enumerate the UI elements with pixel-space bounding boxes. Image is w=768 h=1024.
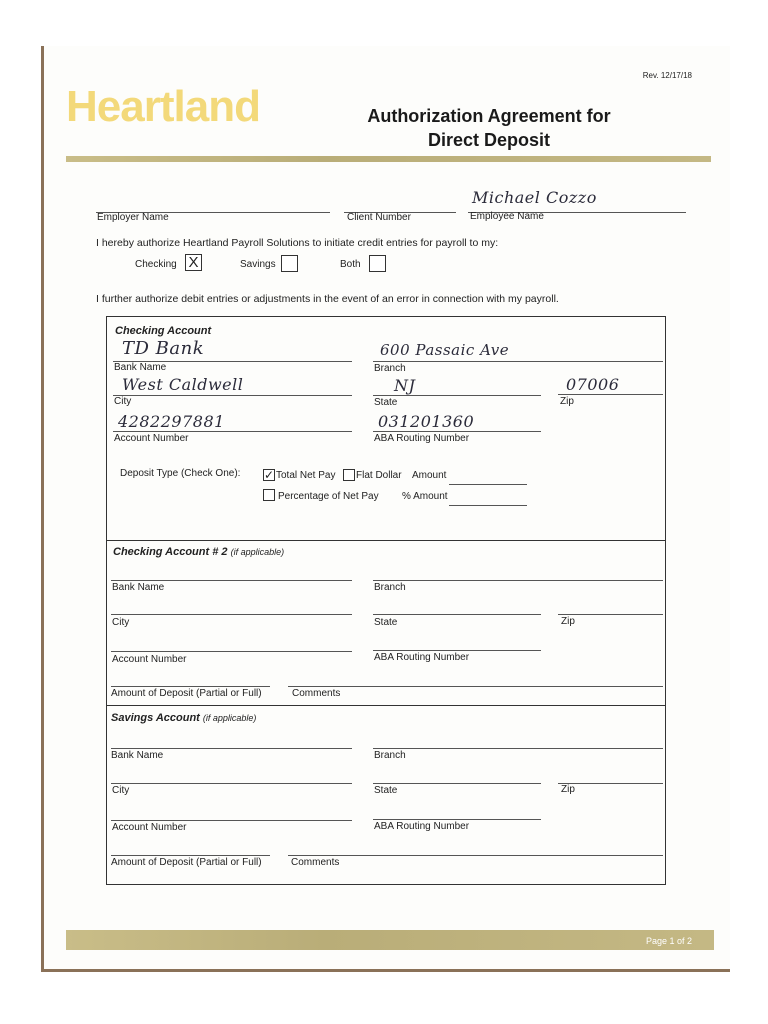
branch-line bbox=[373, 361, 663, 362]
s-city-label: City bbox=[112, 785, 130, 796]
s-zip-label: Zip bbox=[561, 784, 575, 795]
amount-line[interactable] bbox=[449, 484, 527, 485]
c2-routing-line[interactable] bbox=[373, 650, 541, 651]
routing-number-value[interactable]: 031201360 bbox=[378, 412, 475, 431]
c2-comments-line[interactable] bbox=[288, 686, 663, 687]
client-number-label: Client Number bbox=[347, 212, 411, 223]
account-number-label: Account Number bbox=[114, 433, 189, 444]
state-label: State bbox=[374, 397, 398, 408]
s-state-line[interactable] bbox=[373, 783, 541, 784]
c2-routing-label: ABA Routing Number bbox=[374, 652, 470, 663]
zip-value[interactable]: 07006 bbox=[566, 375, 620, 394]
checking-checkbox[interactable]: X bbox=[185, 254, 202, 271]
s-account-number-label: Account Number bbox=[112, 822, 187, 833]
header-divider bbox=[66, 156, 711, 162]
s-city-line[interactable] bbox=[111, 783, 352, 784]
savings-checkbox[interactable] bbox=[281, 255, 298, 272]
city-value[interactable]: West Caldwell bbox=[122, 375, 244, 394]
c2-comments-label: Comments bbox=[292, 688, 341, 699]
state-line bbox=[373, 395, 541, 396]
flat-dollar-label: Flat Dollar bbox=[356, 470, 402, 481]
c2-city-label: City bbox=[112, 617, 130, 628]
section-divider-1 bbox=[106, 540, 666, 541]
total-net-pay-checkbox[interactable]: ✓ bbox=[264, 468, 275, 482]
c2-zip-line[interactable] bbox=[558, 614, 663, 615]
c2-branch-label: Branch bbox=[374, 582, 406, 593]
form-page bbox=[41, 46, 730, 972]
checking-account-2-title bbox=[113, 546, 284, 558]
page-title bbox=[334, 104, 644, 152]
c2-state-label: State bbox=[374, 617, 398, 628]
c2-bank-name-line[interactable] bbox=[111, 580, 352, 581]
city-label: City bbox=[114, 396, 132, 407]
s-branch-label: Branch bbox=[374, 750, 406, 761]
title-line-2: Direct Deposit bbox=[427, 130, 551, 150]
checking-account-2-subtitle: (if applicable) bbox=[230, 547, 285, 557]
debit-authorization-text: I further authorize debit entries or adjustments in the event of an error in connection with my payroll. bbox=[96, 293, 559, 305]
title-line-1: Authorization Agreement for bbox=[367, 106, 611, 126]
pct-amount-label: % Amount bbox=[402, 491, 448, 502]
deposit-type-label: Deposit Type (Check One): bbox=[120, 468, 241, 479]
bank-name-label: Bank Name bbox=[114, 362, 167, 373]
s-bank-name-line[interactable] bbox=[111, 748, 352, 749]
footer-band bbox=[66, 930, 714, 950]
c2-account-number-line[interactable] bbox=[111, 651, 352, 652]
s-routing-line[interactable] bbox=[373, 819, 541, 820]
zip-label: Zip bbox=[560, 396, 574, 407]
savings-account-title bbox=[111, 712, 256, 724]
both-checkbox[interactable] bbox=[369, 255, 386, 272]
s-amount-label: Amount of Deposit (Partial or Full) bbox=[111, 857, 262, 868]
s-account-number-line[interactable] bbox=[111, 820, 352, 821]
account-number-line bbox=[113, 431, 352, 432]
branch-value[interactable]: 600 Passaic Ave bbox=[380, 341, 510, 359]
savings-account-title-text: Savings Account bbox=[111, 712, 200, 724]
total-net-pay-label: Total Net Pay bbox=[276, 470, 336, 481]
checking-account-2-title-text: Checking Account # 2 bbox=[113, 546, 228, 558]
flat-dollar-checkbox[interactable] bbox=[343, 469, 355, 481]
c2-zip-label: Zip bbox=[561, 616, 575, 627]
bank-name-value[interactable]: TD Bank bbox=[122, 338, 205, 359]
s-state-label: State bbox=[374, 785, 398, 796]
c2-account-number-label: Account Number bbox=[112, 654, 187, 665]
city-line bbox=[113, 395, 352, 396]
savings-option-label: Savings bbox=[240, 259, 276, 270]
revision-date: Rev. 12/17/18 bbox=[642, 71, 692, 80]
authorization-text: I hereby authorize Heartland Payroll Solutions to initiate credit entries for payroll to my: bbox=[96, 237, 499, 249]
c2-amount-line[interactable] bbox=[111, 686, 270, 687]
branch-label: Branch bbox=[374, 363, 406, 374]
zip-line bbox=[558, 394, 663, 395]
page-number: Page 1 of 2 bbox=[645, 936, 692, 946]
s-amount-line[interactable] bbox=[111, 855, 270, 856]
savings-account-subtitle: (if applicable) bbox=[202, 713, 257, 723]
c2-amount-label: Amount of Deposit (Partial or Full) bbox=[111, 688, 262, 699]
employer-name-label: Employer Name bbox=[97, 212, 169, 223]
pct-amount-line[interactable] bbox=[449, 505, 527, 506]
both-option-label: Both bbox=[340, 259, 361, 270]
s-comments-line[interactable] bbox=[288, 855, 663, 856]
heartland-logo: Heartland bbox=[66, 82, 260, 131]
account-number-value[interactable]: 4282297881 bbox=[118, 412, 225, 431]
percentage-label: Percentage of Net Pay bbox=[278, 491, 379, 502]
c2-state-line[interactable] bbox=[373, 614, 541, 615]
checking-account-title: Checking Account bbox=[115, 325, 212, 337]
s-branch-line[interactable] bbox=[373, 748, 663, 749]
percentage-checkbox[interactable] bbox=[263, 489, 275, 501]
amount-label: Amount bbox=[412, 470, 447, 481]
employee-name-value[interactable]: Michael Cozzo bbox=[472, 188, 597, 207]
state-value[interactable]: NJ bbox=[394, 376, 416, 395]
employee-name-label: Employee Name bbox=[470, 211, 544, 222]
s-bank-name-label: Bank Name bbox=[111, 750, 164, 761]
routing-number-label: ABA Routing Number bbox=[374, 433, 470, 444]
c2-city-line[interactable] bbox=[111, 614, 352, 615]
c2-bank-name-label: Bank Name bbox=[112, 582, 165, 593]
section-divider-2 bbox=[106, 705, 666, 706]
s-routing-label: ABA Routing Number bbox=[374, 821, 470, 832]
checking-option-label: Checking bbox=[135, 259, 177, 270]
c2-branch-line[interactable] bbox=[373, 580, 663, 581]
routing-number-line bbox=[373, 431, 541, 432]
s-comments-label: Comments bbox=[291, 857, 340, 868]
